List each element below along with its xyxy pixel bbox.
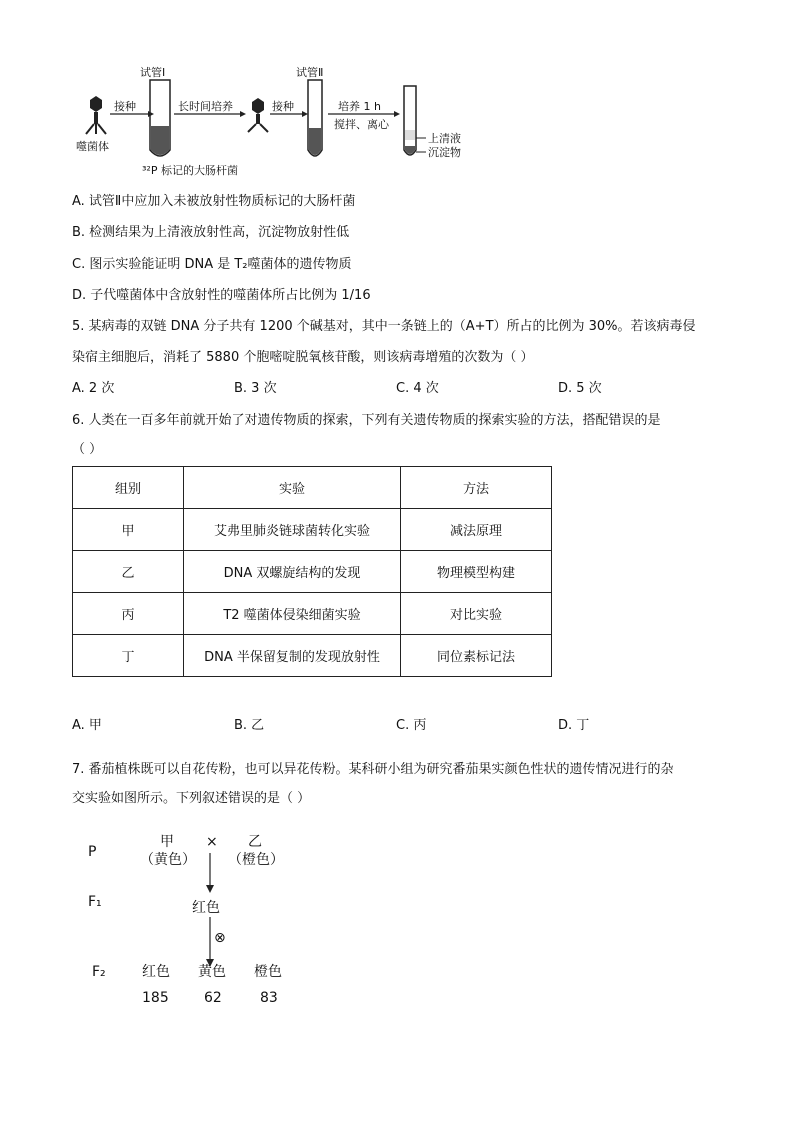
q7-stem-line-2: 交实验如图所示。下列叙述错误的是（ ） — [72, 791, 311, 806]
f2-count-orange: 83 — [260, 990, 278, 1006]
experiment-diagram — [70, 62, 490, 172]
tube-2-label: 试管Ⅱ — [296, 66, 324, 79]
inoculate-label-2: 接种 — [272, 100, 294, 113]
table-row — [73, 635, 552, 677]
tube-1-label: 试管Ⅰ — [140, 66, 166, 79]
q5-option-c: C. 4 次 — [396, 381, 439, 396]
table-cell: DNA 半保留复制的发现放射性 — [184, 635, 401, 677]
q6-option-b: B. 乙 — [234, 718, 265, 733]
table-cell: 艾弗里肺炎链球菌转化实验 — [184, 509, 401, 551]
parent-2-name: 乙 — [248, 834, 262, 850]
table-row — [73, 593, 552, 635]
table-header-row — [73, 467, 552, 509]
q4-option-b: B. 检测结果为上清液放射性高，沉淀物放射性低 — [72, 225, 350, 240]
f1-phenotype: 红色 — [192, 900, 220, 916]
supernatant-label: 上清液 — [428, 132, 461, 145]
table-cell: T2 噬菌体侵染细菌实验 — [184, 593, 401, 635]
f2-phenotype-orange: 橙色 — [254, 964, 282, 980]
precipitate-label: 沉淀物 — [428, 146, 461, 159]
table-cell: DNA 双螺旋结构的发现 — [184, 551, 401, 593]
phage-icon — [248, 98, 268, 132]
table-row — [73, 509, 552, 551]
inoculate-label-1: 接种 — [114, 100, 136, 113]
table-cell: 丁 — [73, 635, 184, 677]
table-row — [73, 551, 552, 593]
culture-1h-label: 培养 1 h — [338, 100, 381, 113]
q4-option-c: C. 图示实验能证明 DNA 是 T₂噬菌体的遗传物质 — [72, 257, 352, 272]
experiment-method-table — [72, 466, 552, 677]
q6-option-c: C. 丙 — [396, 718, 427, 733]
f2-count-yellow: 62 — [204, 990, 222, 1006]
self-pollination-symbol: ⊗ — [214, 930, 226, 946]
f1-label: F₁ — [88, 894, 102, 910]
q6-option-a: A. 甲 — [72, 718, 102, 733]
q5-stem-line-2: 染宿主细胞后，消耗了 5880 个胞嘧啶脱氧核苷酸，则该病毒增殖的次数为（ ） — [72, 350, 534, 365]
q7-stem-line-1: 7. 番茄植株既可以自花传粉，也可以异花传粉。某科研小组为研究番茄果实颜色性状的遗传情况进行的杂 — [72, 762, 674, 777]
table-cell: 丙 — [73, 593, 184, 635]
phage-label: 噬菌体 — [76, 140, 109, 153]
table-cell: 乙 — [73, 551, 184, 593]
table-cell: 同位素标记法 — [401, 635, 552, 677]
q6-stem-line-2: （ ） — [72, 442, 103, 457]
cross-symbol: × — [206, 834, 218, 850]
f2-label: F₂ — [92, 964, 106, 980]
table-header-cell: 组别 — [73, 467, 184, 509]
parent-1-name: 甲 — [160, 834, 174, 850]
tube-1-icon — [150, 80, 170, 156]
q4-option-a: A. 试管Ⅱ中应加入未被放射性物质标记的大肠杆菌 — [72, 194, 356, 209]
tube-2-icon — [308, 80, 322, 156]
cross-diagram — [80, 825, 340, 1015]
table-cell: 减法原理 — [401, 509, 552, 551]
q6-option-d: D. 丁 — [558, 718, 590, 733]
long-culture-label: 长时间培养 — [178, 100, 233, 113]
phage-experiment-figure — [70, 62, 490, 177]
q5-stem-line-1: 5. 某病毒的双链 DNA 分子共有 1200 个碱基对，其中一条链上的（A+T）所占的比例为 30%。若该病毒侵 — [72, 319, 696, 334]
phage-icon — [86, 96, 106, 134]
f2-phenotype-yellow: 黄色 — [198, 964, 226, 980]
table-cell: 甲 — [73, 509, 184, 551]
table-header-cell: 实验 — [184, 467, 401, 509]
q5-option-d: D. 5 次 — [558, 381, 602, 396]
q5-option-a: A. 2 次 — [72, 381, 115, 396]
table-cell: 物理模型构建 — [401, 551, 552, 593]
q6-stem-line-1: 6. 人类在一百多年前就开始了对遗传物质的探索，下列有关遗传物质的探索实验的方法，搭配错误的是 — [72, 413, 661, 428]
parent-2-color: （橙色） — [228, 852, 284, 868]
table-cell: 对比实验 — [401, 593, 552, 635]
cross-arrows — [80, 825, 340, 1015]
table-header-cell: 方法 — [401, 467, 552, 509]
q4-option-d: D. 子代噬菌体中含放射性的噬菌体所占比例为 1/16 — [72, 288, 371, 303]
f2-phenotype-red: 红色 — [142, 964, 170, 980]
parent-1-color: （黄色） — [140, 852, 196, 868]
q5-option-b: B. 3 次 — [234, 381, 277, 396]
labeled-ecoli-label: ³²P 标记的大肠杆菌 — [142, 164, 238, 177]
p-label: P — [88, 844, 97, 860]
centrifuge-tube-icon — [404, 86, 416, 155]
stir-centrifuge-label: 搅拌、离心 — [334, 118, 389, 131]
f2-count-red: 185 — [142, 990, 169, 1006]
